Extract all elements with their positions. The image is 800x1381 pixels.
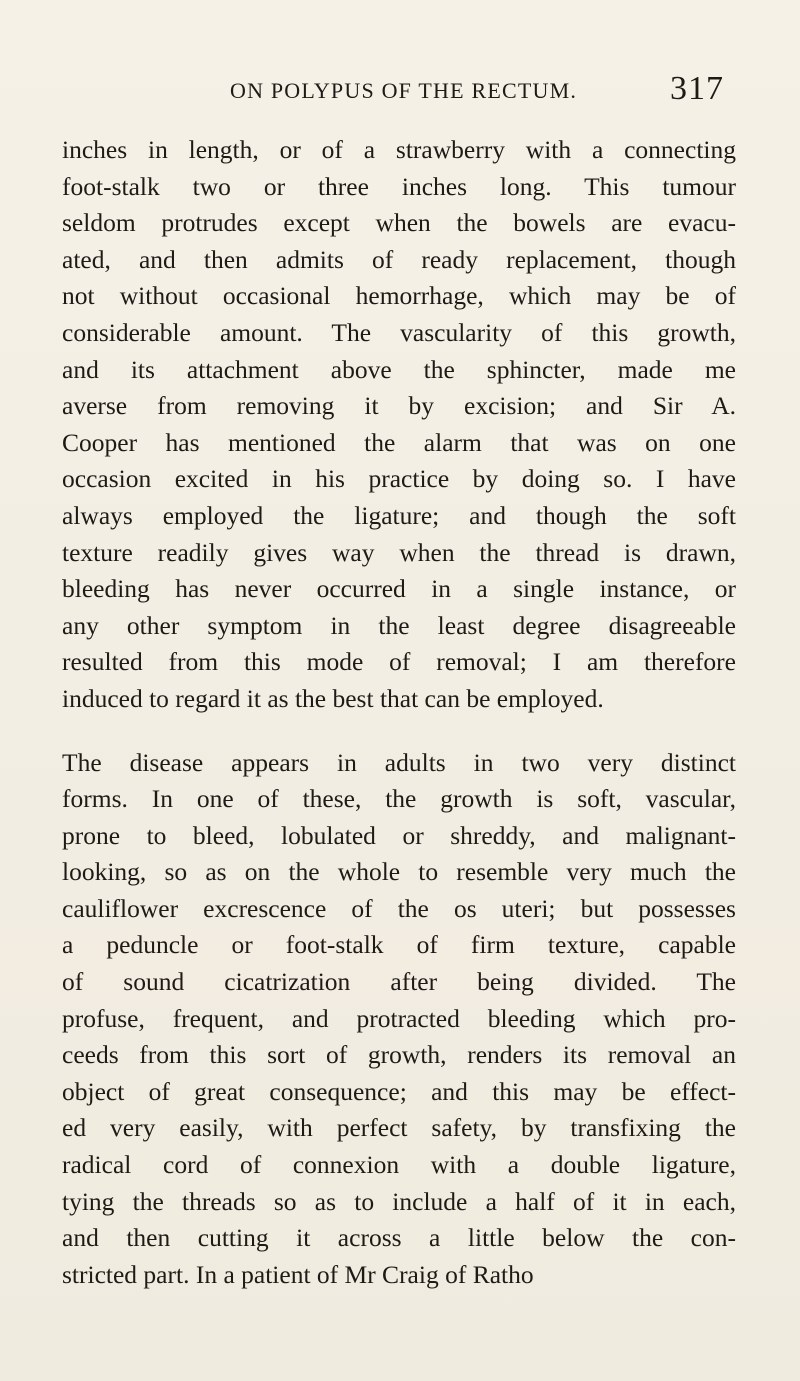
text-line: resulted from this mode of removal; I am therefore: [62, 647, 736, 677]
text-line: considerable amount. The vascularity of this growth,: [62, 317, 736, 347]
running-head: ON POLYPUS OF THE RECTUM.: [230, 78, 578, 103]
text-line: Cooper has mentioned the alarm that was on one: [62, 427, 736, 457]
page-number: 317: [670, 70, 724, 107]
body-text: [62, 132, 736, 1293]
text-line: foot-stalk two or three inches long. This tumour: [62, 171, 736, 201]
text-line: stricted part. In a patient of Mr Craig of Ratho: [62, 1259, 534, 1289]
text-line: The disease appears in adults in two very distinct: [62, 747, 736, 777]
text-line: ceeds from this sort of growth, renders its removal an: [62, 1040, 736, 1070]
text-line: inches in length, or of a strawberry with a connecting: [62, 135, 736, 164]
text-line: and then cutting it across a little below the con-: [62, 1223, 736, 1253]
text-line: texture readily gives way when the thread is drawn,: [62, 537, 736, 567]
text-line: always employed the ligature; and though the soft: [62, 500, 736, 530]
paragraph: [62, 132, 736, 718]
text-line: any other symptom in the least degree disagreeable: [62, 610, 736, 640]
text-line: object of great consequence; and this may be effect-: [62, 1076, 736, 1106]
text-line: a peduncle or foot-stalk of firm texture, capable: [62, 930, 736, 960]
text-line: occasion excited in his practice by doing so. I have: [62, 464, 736, 494]
text-line: induced to regard it as the best that can be employed.: [62, 683, 604, 713]
text-line: radical cord of connexion with a double ligature,: [62, 1150, 736, 1180]
text-line: ed very easily, with perfect safety, by transfixing the: [62, 1113, 736, 1143]
text-line: and its attachment above the sphincter, made me: [62, 354, 736, 384]
text-line: averse from removing it by excision; and Sir A.: [62, 391, 736, 421]
page-header: [0, 70, 800, 110]
text-line: seldom protrudes except when the bowels are evacu-: [62, 208, 736, 238]
text-line: not without occasional hemorrhage, which may be of: [62, 281, 736, 311]
text-line: tying the threads so as to include a half of it in each,: [62, 1186, 736, 1216]
text-line: of sound cicatrization after being divided. The: [62, 967, 736, 997]
paragraph: [62, 745, 736, 1294]
text-line: ated, and then admits of ready replacement, though: [62, 244, 736, 274]
paragraph-gap: [62, 718, 736, 745]
text-line: profuse, frequent, and protracted bleeding which pro-: [62, 1003, 736, 1033]
text-line: cauliflower excrescence of the os uteri; but possesses: [62, 893, 736, 923]
text-line: forms. In one of these, the growth is soft, vascular,: [62, 784, 736, 814]
text-line: prone to bleed, lobulated or shreddy, and malignant-: [62, 820, 736, 850]
text-line: looking, so as on the whole to resemble very much the: [62, 857, 736, 887]
text-line: bleeding has never occurred in a single instance, or: [62, 574, 736, 604]
